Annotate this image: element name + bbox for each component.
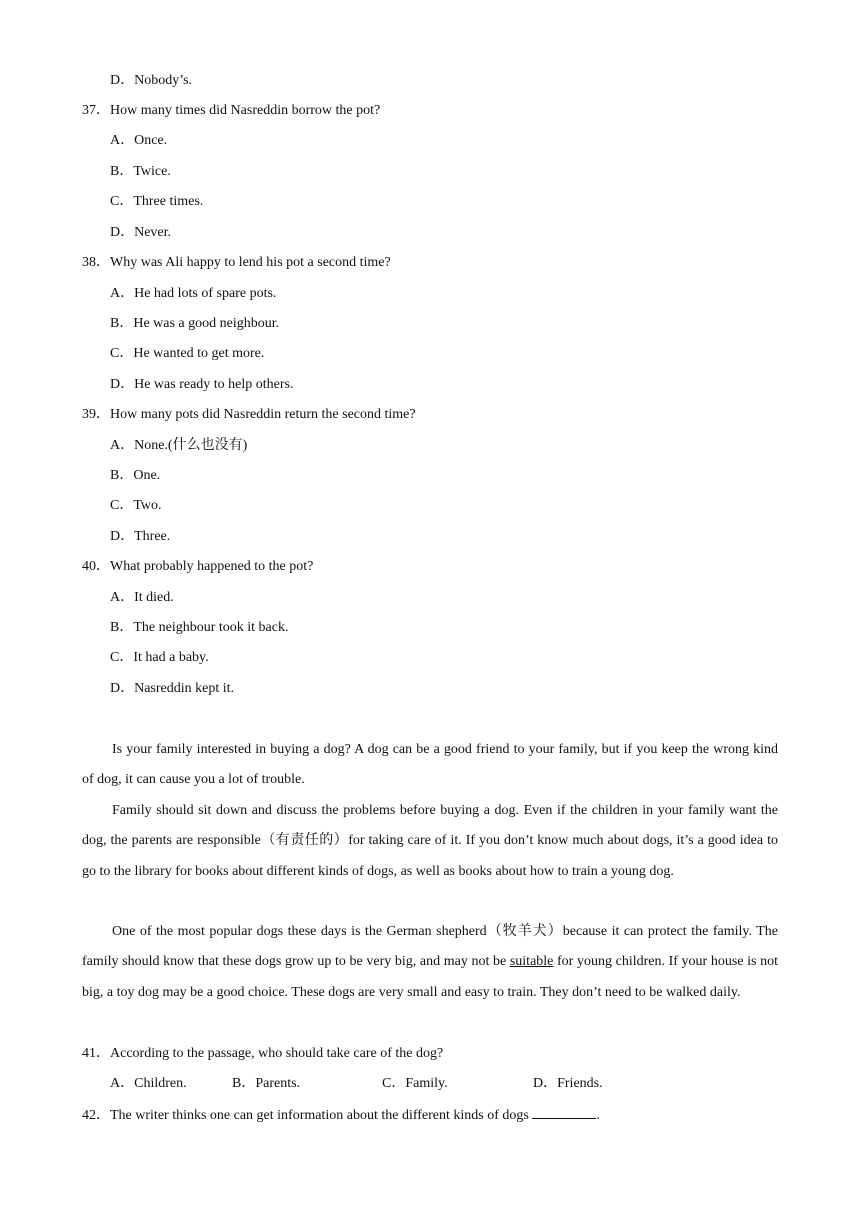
q37-question: 37．How many times did Nasreddin borrow the pot? — [82, 103, 381, 118]
q42-question-end: . — [596, 1108, 600, 1123]
q40-option-c: C．It had a baby. — [110, 650, 209, 665]
underlined-word: suitable — [509, 954, 554, 970]
q41-option-a: A．Children. — [110, 1076, 187, 1091]
q41-option-c: C．Family. — [382, 1076, 448, 1091]
q39-option-d: D．Three. — [110, 529, 171, 544]
q42-question-text: 42．The writer thinks one can get information about the different kinds of dogs — [82, 1108, 533, 1123]
q38-question: 38．Why was Ali happy to lend his pot a second time? — [82, 255, 391, 270]
passage-paragraph-3-text-a: One of the most popular dogs these days is the German shepherd（牧羊犬）because it can protect the family. The family should know that these dogs grow up to be very big, and may not be — [82, 924, 778, 970]
passage-paragraph-1 — [82, 735, 778, 796]
q40-option-b: B．The neighbour took it back. — [110, 620, 289, 635]
q38-option-d: D．He was ready to help others. — [110, 377, 294, 392]
q42-question — [82, 1106, 600, 1125]
q38-option-c: C．He wanted to get more. — [110, 346, 265, 361]
passage-paragraph-2 — [82, 796, 778, 887]
q40-option-a: A．It died. — [110, 590, 174, 605]
q39-option-a: A．None.(什么也没有) — [110, 438, 248, 453]
q39-option-c: C．Two. — [110, 498, 162, 513]
q41-option-d: D．Friends. — [533, 1076, 603, 1091]
q37-option-c: C．Three times. — [110, 194, 204, 209]
passage-paragraph-1-text: Is your family interested in buying a dog? A dog can be a good friend to your family, but if you keep the wrong kind of dog, it can cause you a lot of trouble. — [82, 742, 778, 788]
q41-option-b: B．Parents. — [232, 1076, 301, 1091]
q36-option-d: D．Nobody’s. — [110, 73, 193, 88]
passage-paragraph-2-text: Family should sit down and discuss the problems before buying a dog. Even if the children in your family want the dog, the parents are responsible（有责任的）for taking care of it. If you don’t know much about dogs, it’s a good idea to go to the library for books about different kinds of dogs, as well as books about how to train a young dog. — [82, 803, 778, 879]
q37-option-a: A．Once. — [110, 133, 168, 148]
q39-option-b: B．One. — [110, 468, 161, 483]
q37-option-b: B．Twice. — [110, 164, 171, 179]
q39-question: 39．How many pots did Nasreddin return the second time? — [82, 407, 416, 422]
passage-paragraph-3-text-b: for young children. If your house is not big, a toy dog may be a good choice. These dogs are very small and easy to train. They don’t need to be walked daily. — [82, 954, 778, 1000]
q38-option-b: B．He was a good neighbour. — [110, 316, 280, 331]
q37-option-d: D．Never. — [110, 225, 172, 240]
passage-paragraph-3 — [82, 917, 778, 1008]
answer-blank — [532, 1106, 596, 1119]
q38-option-a: A．He had lots of spare pots. — [110, 286, 277, 301]
q41-question: 41．According to the passage, who should take care of the dog? — [82, 1046, 444, 1061]
q40-option-d: D．Nasreddin kept it. — [110, 681, 235, 696]
q40-question: 40．What probably happened to the pot? — [82, 559, 314, 574]
